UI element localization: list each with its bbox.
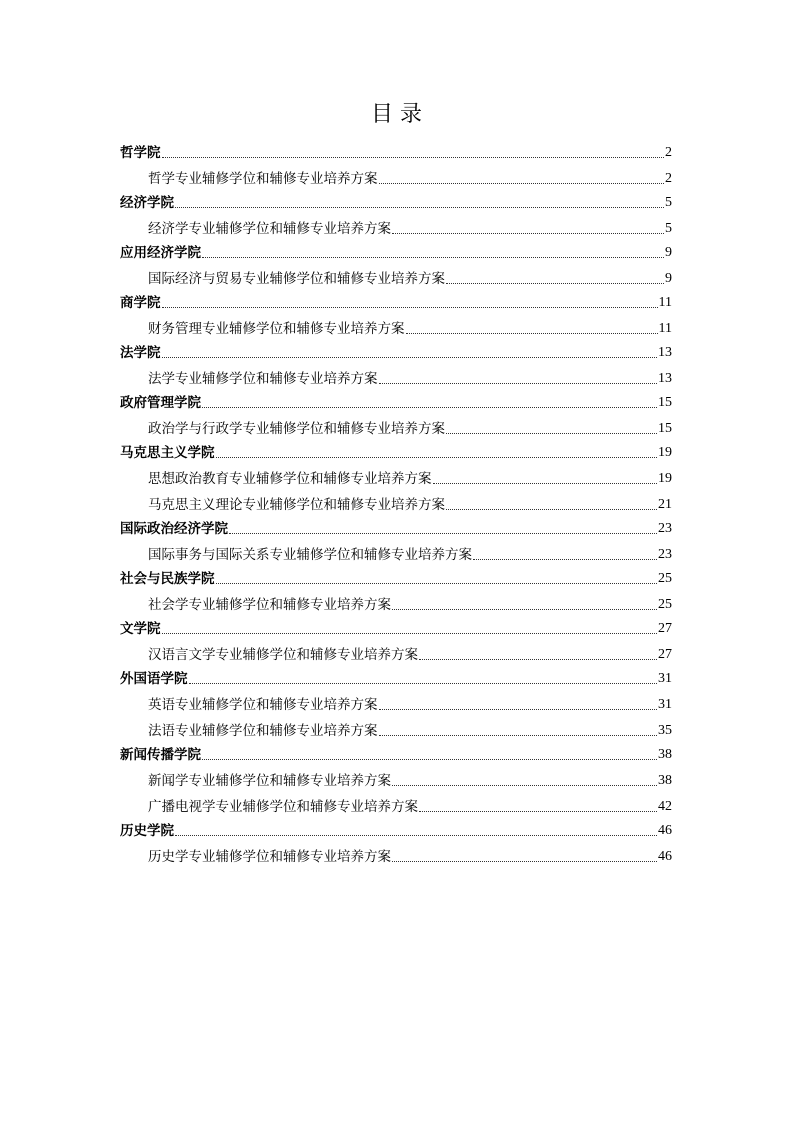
toc-dot-leader (202, 257, 664, 258)
toc-page-number: 38 (658, 773, 672, 788)
toc-entry-title: 国际事务与国际关系专业辅修学位和辅修专业培养方案 (148, 547, 472, 563)
toc-page-number: 46 (658, 823, 672, 838)
toc-subsection-entry[interactable] (120, 162, 672, 188)
toc-entry-title: 新闻学专业辅修学位和辅修专业培养方案 (148, 773, 391, 789)
toc-section-entry[interactable] (120, 614, 672, 638)
toc-section-entry[interactable] (120, 740, 672, 764)
toc-entry-title: 汉语言文学专业辅修学位和辅修专业培养方案 (148, 647, 418, 663)
toc-entry-title: 政治学与行政学专业辅修学位和辅修专业培养方案 (148, 421, 445, 437)
toc-dot-leader (419, 811, 657, 812)
toc-page-number: 46 (658, 849, 672, 864)
toc-dot-leader (446, 433, 657, 434)
toc-page-number: 23 (658, 547, 672, 562)
toc-entry-title: 哲学专业辅修学位和辅修专业培养方案 (148, 171, 378, 187)
toc-dot-leader (175, 835, 657, 836)
toc-dot-leader (216, 583, 658, 584)
toc-page-number: 38 (658, 747, 672, 762)
toc-section-entry[interactable] (120, 816, 672, 840)
toc-dot-leader (202, 407, 657, 408)
toc-dot-leader (202, 759, 657, 760)
toc-section-entry[interactable] (120, 514, 672, 538)
toc-section-entry[interactable] (120, 188, 672, 212)
toc-entry-title: 哲学院 (120, 145, 161, 161)
toc-entry-title: 历史学专业辅修学位和辅修专业培养方案 (148, 849, 391, 865)
toc-page-number: 2 (665, 145, 672, 160)
toc-dot-leader (379, 383, 658, 384)
toc-subsection-entry[interactable] (120, 462, 672, 488)
toc-subsection-entry[interactable] (120, 212, 672, 238)
toc-entry-title: 国际政治经济学院 (120, 521, 228, 537)
toc-page-number: 11 (658, 321, 672, 336)
toc-page-number: 5 (665, 221, 672, 236)
toc-entry-title: 外国语学院 (120, 671, 188, 687)
toc-section-entry[interactable] (120, 338, 672, 362)
toc-page-number: 35 (658, 723, 672, 738)
toc-entry-title: 政府管理学院 (120, 395, 201, 411)
toc-subsection-entry[interactable] (120, 588, 672, 614)
toc-page-number: 2 (665, 171, 672, 186)
toc-subsection-entry[interactable] (120, 688, 672, 714)
toc-dot-leader (392, 861, 657, 862)
toc-page-number: 23 (658, 521, 672, 536)
toc-page-number: 13 (658, 371, 672, 386)
toc-entry-title: 历史学院 (120, 823, 174, 839)
toc-page-number: 9 (665, 271, 672, 286)
toc-entry-title: 应用经济学院 (120, 245, 201, 261)
toc-dot-leader (229, 533, 657, 534)
toc-dot-leader (419, 659, 657, 660)
toc-entry-title: 社会与民族学院 (120, 571, 215, 587)
toc-section-entry[interactable] (120, 438, 672, 462)
toc-dot-leader (379, 709, 658, 710)
toc-dot-leader (433, 483, 658, 484)
toc-dot-leader (446, 509, 657, 510)
toc-page-number: 11 (658, 295, 672, 310)
toc-entry-title: 经济学院 (120, 195, 174, 211)
toc-dot-leader (162, 307, 658, 308)
toc-subsection-entry[interactable] (120, 262, 672, 288)
toc-section-entry[interactable] (120, 288, 672, 312)
toc-dot-leader (162, 633, 658, 634)
toc-entry-title: 商学院 (120, 295, 161, 311)
toc-section-entry[interactable] (120, 388, 672, 412)
toc-subsection-entry[interactable] (120, 538, 672, 564)
toc-dot-leader (392, 785, 657, 786)
toc-dot-leader (379, 735, 658, 736)
toc-subsection-entry[interactable] (120, 840, 672, 866)
toc-page-number: 21 (658, 497, 672, 512)
toc-section-entry[interactable] (120, 664, 672, 688)
toc-section-entry[interactable] (120, 138, 672, 162)
toc-entry-title: 新闻传播学院 (120, 747, 201, 763)
toc-dot-leader (379, 183, 665, 184)
toc-title: 目 录 (371, 102, 422, 127)
toc-page-number: 31 (658, 671, 672, 686)
toc-entry-title: 马克思主义学院 (120, 445, 215, 461)
toc-subsection-entry[interactable] (120, 764, 672, 790)
toc-entry-title: 文学院 (120, 621, 161, 637)
toc-entry-title: 思想政治教育专业辅修学位和辅修专业培养方案 (148, 471, 432, 487)
toc-entry-title: 广播电视学专业辅修学位和辅修专业培养方案 (148, 799, 418, 815)
toc-page-number: 27 (658, 647, 672, 662)
toc-page-number: 5 (665, 195, 672, 210)
toc-dot-leader (473, 559, 657, 560)
toc-subsection-entry[interactable] (120, 312, 672, 338)
toc-dot-leader (392, 233, 664, 234)
toc-subsection-entry[interactable] (120, 638, 672, 664)
toc-list (120, 138, 672, 866)
toc-section-entry[interactable] (120, 238, 672, 262)
toc-dot-leader (446, 283, 664, 284)
toc-page-number: 27 (658, 621, 672, 636)
toc-page-number: 42 (658, 799, 672, 814)
toc-subsection-entry[interactable] (120, 488, 672, 514)
toc-subsection-entry[interactable] (120, 362, 672, 388)
toc-page-number: 25 (658, 597, 672, 612)
toc-entry-title: 经济学专业辅修学位和辅修专业培养方案 (148, 221, 391, 237)
toc-dot-leader (189, 683, 658, 684)
toc-page-number: 15 (658, 395, 672, 410)
toc-page-number: 9 (665, 245, 672, 260)
toc-page-number: 25 (658, 571, 672, 586)
toc-section-entry[interactable] (120, 564, 672, 588)
toc-page-number: 19 (658, 445, 672, 460)
toc-dot-leader (392, 609, 657, 610)
toc-entry-title: 法学院 (120, 345, 161, 361)
toc-entry-title: 财务管理专业辅修学位和辅修专业培养方案 (148, 321, 405, 337)
toc-page-number: 15 (658, 421, 672, 436)
toc-dot-leader (162, 157, 665, 158)
toc-entry-title: 社会学专业辅修学位和辅修专业培养方案 (148, 597, 391, 613)
toc-entry-title: 马克思主义理论专业辅修学位和辅修专业培养方案 (148, 497, 445, 513)
toc-entry-title: 法语专业辅修学位和辅修专业培养方案 (148, 723, 378, 739)
toc-subsection-entry[interactable] (120, 790, 672, 816)
toc-page-number: 13 (658, 345, 672, 360)
toc-page-number: 31 (658, 697, 672, 712)
toc-entry-title: 国际经济与贸易专业辅修学位和辅修专业培养方案 (148, 271, 445, 287)
toc-dot-leader (162, 357, 658, 358)
toc-dot-leader (175, 207, 664, 208)
toc-page-number: 19 (658, 471, 672, 486)
toc-subsection-entry[interactable] (120, 412, 672, 438)
toc-entry-title: 英语专业辅修学位和辅修专业培养方案 (148, 697, 378, 713)
toc-dot-leader (216, 457, 658, 458)
toc-dot-leader (406, 333, 658, 334)
toc-entry-title: 法学专业辅修学位和辅修专业培养方案 (148, 371, 378, 387)
toc-subsection-entry[interactable] (120, 714, 672, 740)
